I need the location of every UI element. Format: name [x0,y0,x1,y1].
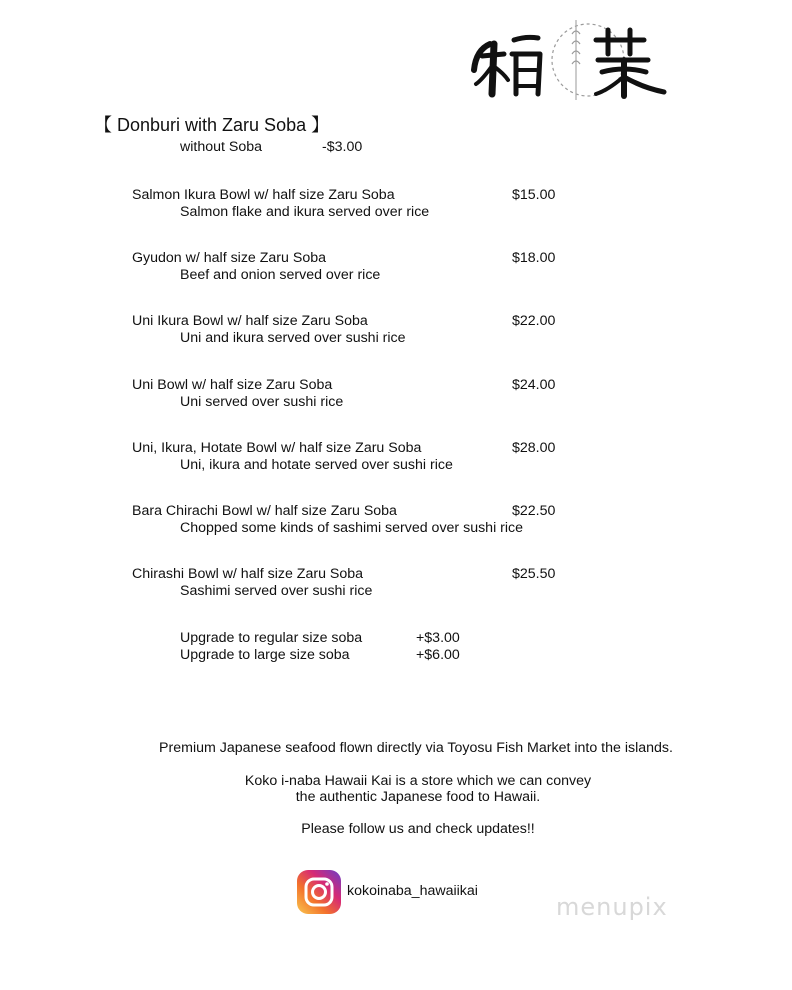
menu-item-price: $22.50 [512,503,556,519]
menu-item-name: Uni, Ikura, Hotate Bowl w/ half size Zaru Soba [132,440,422,456]
menu-item-name: Salmon Ikura Bowl w/ half size Zaru Soba [132,187,395,203]
upgrade-price: +$6.00 [416,647,460,663]
menu-item-price: $24.00 [512,377,556,393]
menu-item-desc: Uni and ikura served over sushi rice [180,330,406,346]
menu-item-desc: Uni served over sushi rice [180,394,344,410]
instagram-icon[interactable] [297,870,341,914]
menu-item-price: $28.00 [512,440,556,456]
menu-item-desc: Salmon flake and ikura served over rice [180,204,430,220]
menu-item-desc: Uni, ikura and hotate served over sushi rice [180,457,453,473]
footer-about-2: the authentic Japanese food to Hawaii. [295,789,541,805]
instagram-handle[interactable]: kokoinaba_hawaiikai [347,883,478,899]
menu-item-name: Gyudon w/ half size Zaru Soba [132,250,326,266]
menu-item-name: Uni Ikura Bowl w/ half size Zaru Soba [132,313,368,329]
menu-item-desc: Chopped some kinds of sashimi served over sushi rice [180,520,524,536]
restaurant-logo [468,14,683,104]
footer-follow: Please follow us and check updates!! [301,821,535,837]
without-soba-price: -$3.00 [322,139,363,155]
upgrade-label: Upgrade to regular size soba [180,630,363,646]
menu-item-desc: Beef and onion served over rice [180,267,381,283]
upgrade-price: +$3.00 [416,630,460,646]
menu-item-desc: Sashimi served over sushi rice [180,583,373,599]
footer-tagline: Premium Japanese seafood flown directly via Toyosu Fish Market into the islands. [159,740,673,756]
section-heading: 【 Donburi with Zaru Soba 】 [94,115,330,135]
footer-about-1: Koko i-naba Hawaii Kai is a store which we can convey [244,773,592,789]
menu-item-price: $15.00 [512,187,556,203]
menu-item-price: $25.50 [512,566,556,582]
menu-item-name: Chirashi Bowl w/ half size Zaru Soba [132,566,364,582]
without-soba-label: without Soba [180,139,263,155]
menu-item-price: $18.00 [512,250,556,266]
upgrade-label: Upgrade to large size soba [180,647,350,663]
menu-item-price: $22.00 [512,313,556,329]
menu-item-name: Uni Bowl w/ half size Zaru Soba [132,377,333,393]
menupix-watermark: menupix [556,893,668,921]
menu-item-name: Bara Chirachi Bowl w/ half size Zaru Soba [132,503,397,519]
